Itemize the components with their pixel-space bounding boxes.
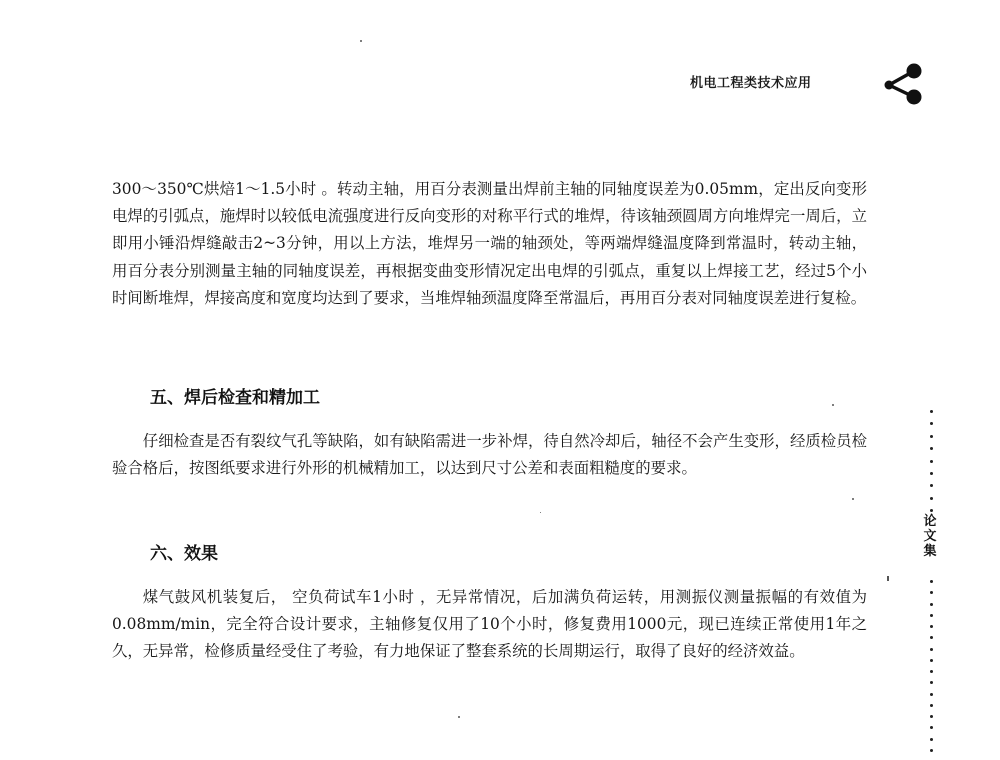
scan-speck [887, 576, 889, 581]
side-dotted-rule-bottom [928, 580, 934, 752]
scan-speck [832, 404, 834, 406]
body-paragraph-1: 300～350℃烘焙1～1.5小时 。转动主轴，用百分表测量出焊前主轴的同轴度误差为0.05mm，定出反向变形电焊的引弧点，施焊时以较低电流强度进行反向变形的对称平行式的堆焊，待该轴颈圆周方向堆焊完一周后，立即用小锤沿焊缝敲击2~3分钟，用以上方法，堆焊另一端的轴颈处，等两端焊缝温度降到常温时，转动主轴，用百分表分别测量主轴的同轴度误差，再根据变曲变形情况定出电焊的引弧点，重复以上焊接工艺，经过5个小时间断堆焊，焊接高度和宽度均达到了要求，当堆焊轴颈温度降至常温后，再用百分表对同轴度误差进行复检。 [112, 180, 867, 307]
running-head-title: 机电工程类技术应用 [690, 76, 812, 91]
side-tab-char: 文 [923, 529, 937, 544]
side-tab-char: 论 [923, 514, 937, 529]
scan-speck [852, 498, 854, 500]
side-tab-label [921, 514, 939, 559]
body-paragraph-3: 煤气鼓风机装复后， 空负荷试车1小时 ，无异常情况，后加满负荷运转，用测振仪测量振幅的有效值为0.08mm/min，完全符合设计要求，主轴修复仅用了10个小时，修复费用1000元，现已连续正常使用1年之久，无异常，检修质量经受住了考验，有力地保证了整套系统的长周期运行，取得了良好的经济效益。 [112, 588, 867, 661]
side-dotted-rule-top [928, 410, 934, 512]
scan-speck [540, 512, 541, 513]
scan-speck [458, 716, 460, 718]
section-heading-5: 五、焊后检查和精加工 [150, 388, 320, 408]
section-heading-6: 六、效果 [150, 544, 218, 564]
body-paragraph-2: 仔细检查是否有裂纹气孔等缺陷，如有缺陷需进一步补焊，待自然冷却后，轴径不会产生变形，经质检员检验合格后，按图纸要求进行外形的机械精加工，以达到尺寸公差和表面粗糙度的要求。 [112, 432, 867, 478]
share-icon [878, 62, 928, 108]
side-tab-char: 集 [923, 544, 937, 559]
scan-speck [360, 40, 362, 42]
